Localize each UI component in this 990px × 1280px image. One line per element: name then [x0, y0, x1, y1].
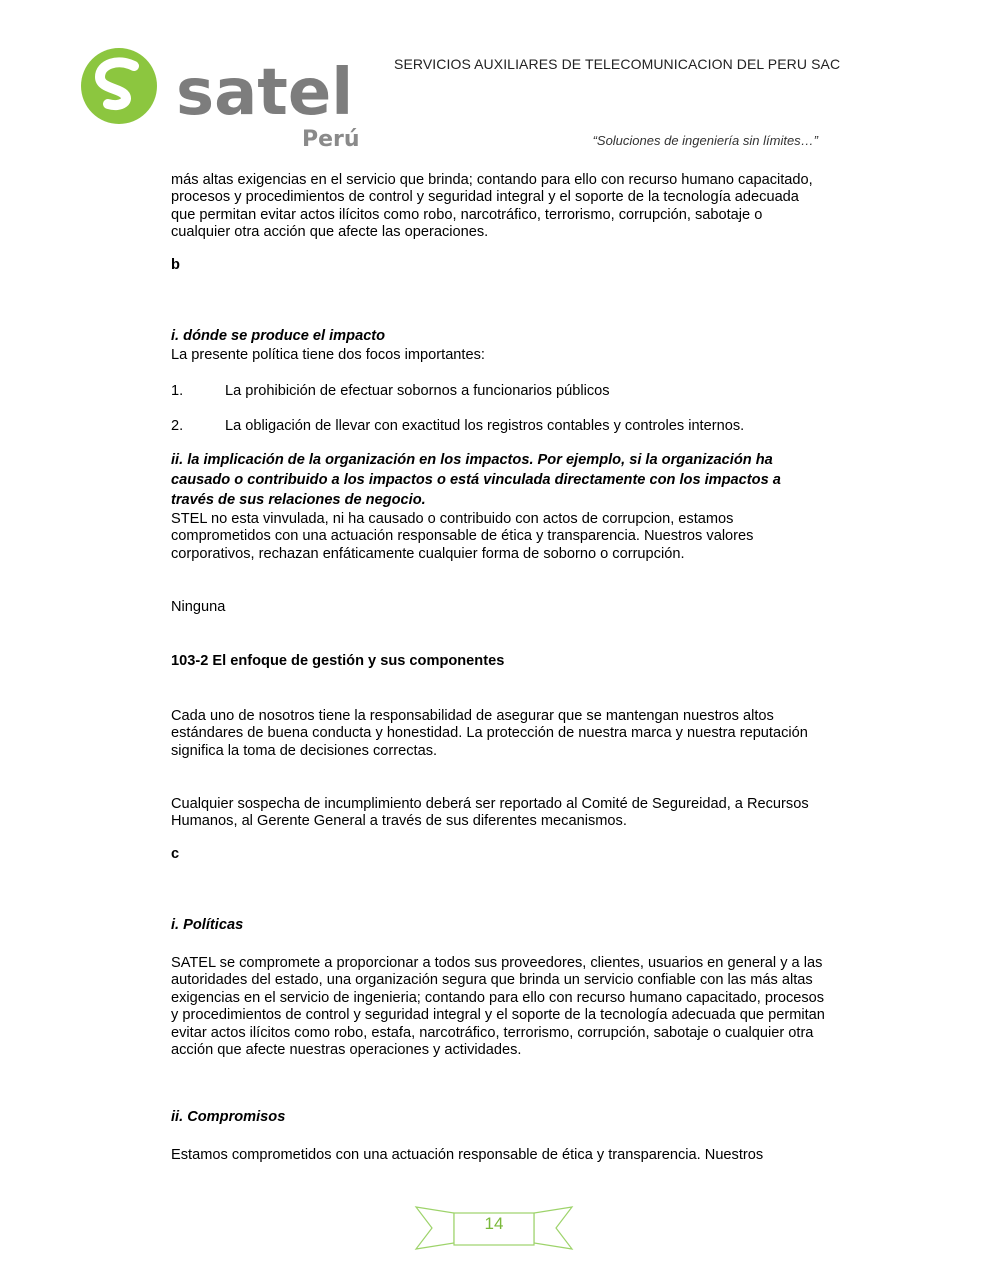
- heading-compromisos: ii. Compromisos: [171, 1109, 286, 1125]
- paragraph-satel: SATEL se compromete a proporcionar a todos sus proveedores, clientes, usuarios en general y a las autoridades del estado, una organización segura que brinda un servicio confiable con las más altas exigencias en el servicio de ingenieria; contando para ello con recurso humano capacitado, procesos y procedimientos de control y seguridad integral y el soporte de la tecnología adecuada que permitan evitar actos ilícitos como robo, estafa, narcotráfico, terrorismo, corrupción, sabotaje o cualquier otra acción que afecte nuestras operaciones y actividades.: [171, 955, 825, 1059]
- paragraph-intro: más altas exigencias en el servicio que brinda; contando para ello con recurso humano capacitado, procesos y procedimientos de control y seguridad integral y el soporte de la tecnología adecuada que permitan evitar actos ilícitos como robo, narcotráfico, terrorismo, corrupción, sabotaje o cualquier otra acción que afecte las operaciones.: [171, 172, 813, 241]
- company-name: SERVICIOS AUXILIARES DE TELECOMUNICACION DEL PERU SAC: [394, 56, 841, 72]
- paragraph-focos: La presente política tiene dos focos importantes:: [171, 347, 485, 363]
- paragraph-stel: STEL no esta vinvulada, ni ha causado o contribuido con actos de corrupcion, estamos comprometidos con una actuación responsable de ética y transparencia. Nuestros valores corporativos, rechazan enfáticamente cualquier forma de soborno o corrupción.: [171, 511, 754, 562]
- heading-impacto: i. dónde se produce el impacto: [171, 328, 386, 344]
- list-item-number: 1.: [171, 383, 184, 399]
- logo-wordmark: satel: [176, 56, 354, 130]
- heading-103-2: 103-2 El enfoque de gestión y sus componentes: [171, 653, 505, 669]
- paragraph-estamos: Estamos comprometidos con una actuación responsable de ética y transparencia. Nuestros: [171, 1147, 764, 1163]
- list-item-text: La prohibición de efectuar sobornos a funcionarios públicos: [225, 383, 610, 399]
- heading-politicas: i. Políticas: [171, 917, 244, 933]
- paragraph-ninguna: Ninguna: [171, 599, 226, 615]
- paragraph-sospecha: Cualquier sospecha de incumplimiento deberá ser reportado al Comité de Segureidad, a Recursos Humanos, al Gerente General a través de sus diferentes mecanismos.: [171, 796, 809, 830]
- satel-logo: [78, 44, 368, 156]
- heading-implicacion: ii. la implicación de la organización en los impactos. Por ejemplo, si la organización ha causado o contribuido a los impactos o está vinculada directamente con los impactos a través de sus relaciones de negocio.: [171, 452, 781, 508]
- section-label-c: c: [171, 846, 180, 862]
- paragraph-cada: Cada uno de nosotros tiene la responsabilidad de asegurar que se mantengan nuestros altos estándares de buena conducta y honestidad. La protección de nuestra marca y nuestra reputación significa la toma de decisiones correctas.: [171, 708, 808, 759]
- page-number: 14: [484, 1214, 504, 1233]
- slogan: “Soluciones de ingeniería sin límites…”: [592, 133, 818, 148]
- section-label-b: b: [171, 257, 180, 273]
- logo-subtext: Perú: [302, 127, 360, 152]
- list-item-number: 2.: [171, 418, 184, 434]
- list-item-text: La obligación de llevar con exactitud los registros contables y controles internos.: [225, 418, 745, 434]
